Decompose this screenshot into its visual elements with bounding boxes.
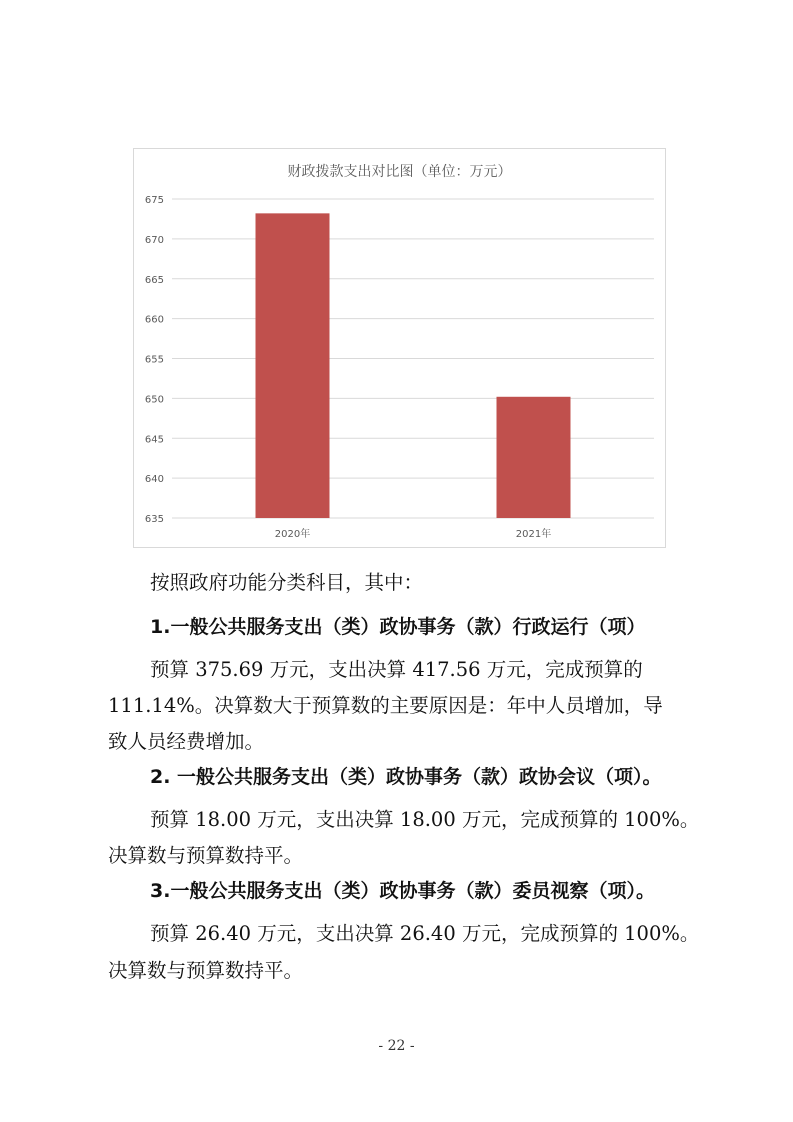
y-tick-label: 635: [144, 514, 164, 525]
y-tick-label: 670: [144, 234, 164, 246]
x-tick-label: 2020年: [274, 529, 311, 540]
item2-line2: 决算数与预算数持平。: [108, 844, 304, 867]
chart-title: 财政拨款支出对比图（单位：万元）: [287, 164, 512, 180]
y-tick-label: 665: [144, 274, 164, 286]
bar: [256, 213, 330, 518]
x-tick-label: 2021年: [515, 529, 552, 540]
y-tick-label: 660: [144, 314, 164, 326]
y-tick-label: 650: [144, 394, 164, 406]
item1-heading: 1.一般公共服务支出（类）政协事务（款）行政运行（项）: [150, 616, 646, 638]
item2-line1: 预算 18.00 万元，支出决算 18.00 万元，完成预算的 100%。: [150, 808, 700, 831]
intro-text: 按照政府功能分类科目，其中：: [150, 571, 424, 594]
item3-line2: 决算数与预算数持平。: [108, 959, 304, 982]
y-tick-label: 640: [144, 474, 164, 486]
bar: [497, 397, 571, 518]
y-tick-label: 655: [144, 354, 164, 366]
item3-heading: 3.一般公共服务支出（类）政协事务（款）委员视察（项）。: [150, 880, 655, 902]
item1-line3: 致人员经费增加。: [108, 730, 265, 753]
bar-chart: [133, 148, 666, 548]
item2-heading: 2. 一般公共服务支出（类）政协事务（款）政协会议（项）。: [150, 766, 662, 788]
page-number: - 22 -: [378, 1038, 415, 1054]
item1-line2: 111.14%。决算数大于预算数的主要原因是：年中人员增加，导: [108, 694, 663, 717]
y-tick-label: 645: [144, 434, 164, 446]
item1-line1: 预算 375.69 万元，支出决算 417.56 万元，完成预算的: [150, 658, 643, 681]
item3-line1: 预算 26.40 万元，支出决算 26.40 万元，完成预算的 100%。: [150, 922, 700, 945]
y-tick-label: 675: [144, 195, 164, 206]
chart-svg: [134, 149, 667, 549]
